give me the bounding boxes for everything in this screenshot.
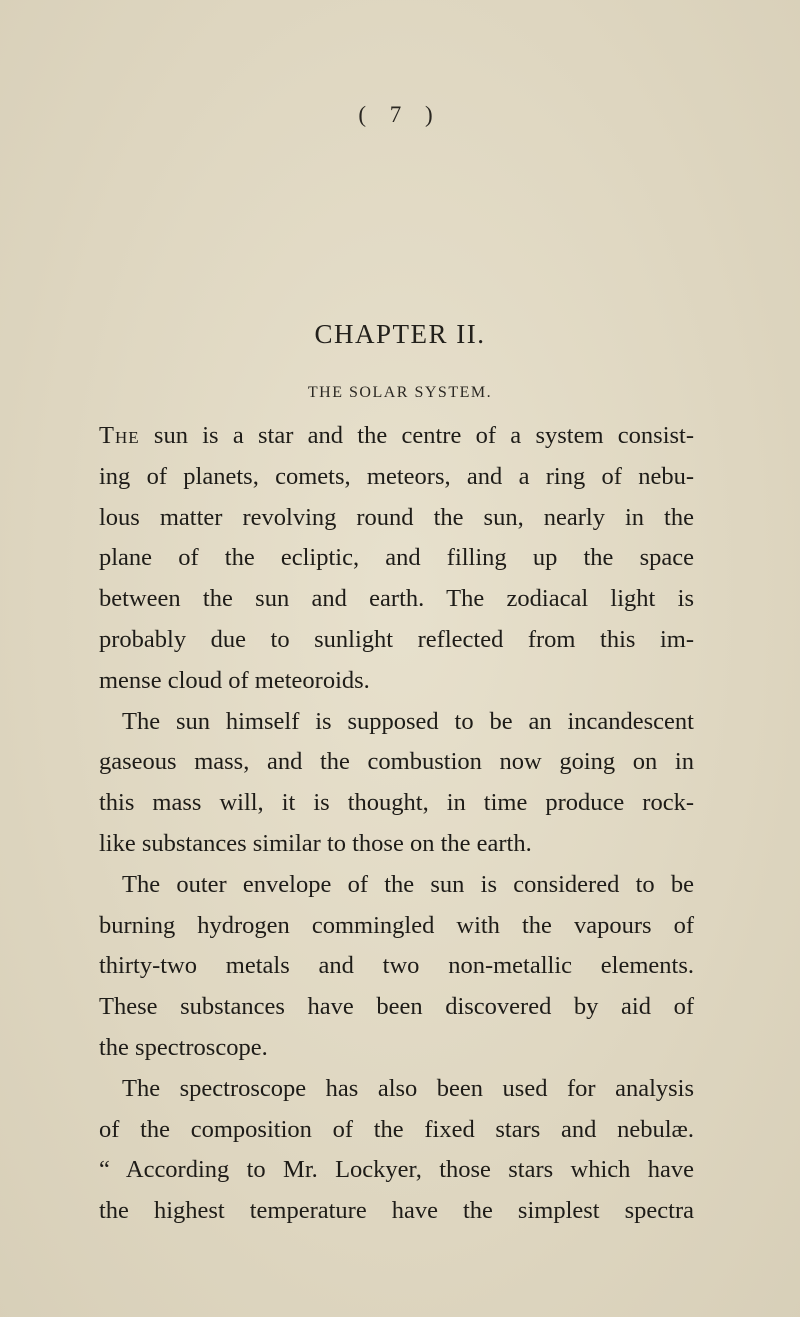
text-line: thirty-two metals and two non-metallic elements. (99, 952, 694, 980)
text-line: These substances have been discovered by aid of (99, 993, 694, 1021)
body-text (99, 416, 694, 1232)
text-line: like substances similar to those on the earth. (99, 829, 532, 857)
text-line-content: sun is a star and the centre of a system consist- (139, 422, 694, 449)
text-line: ing of planets, comets, meteors, and a ring of nebu- (99, 462, 694, 490)
text-line: lous matter revolving round the sun, nearly in the (99, 503, 694, 531)
text-line: probably due to sunlight reflected from this im- (99, 625, 694, 653)
text-line: The outer envelope of the sun is considered to be (122, 870, 694, 898)
text-line (99, 416, 694, 457)
text-line: “ According to Mr. Lockyer, those stars which have (99, 1156, 694, 1184)
text-line: this mass will, it is thought, in time produce rock- (99, 789, 694, 817)
chapter-title: CHAPTER II. (314, 319, 486, 349)
section-title: THE SOLAR SYSTEM. (307, 384, 493, 401)
text-line: mense cloud of meteoroids. (99, 666, 370, 694)
text-line: of the composition of the fixed stars and nebulæ. (99, 1115, 694, 1143)
text-line: The sun himself is supposed to be an incandescent (122, 707, 694, 735)
text-line: the spectroscope. (99, 1033, 268, 1061)
paragraph-lead-word: The (99, 422, 140, 449)
text-line: between the sun and earth. The zodiacal light is (99, 585, 694, 613)
text-line: plane of the ecliptic, and filling up the space (99, 544, 694, 572)
text-line: The spectroscope has also been used for analysis (122, 1074, 694, 1102)
page-number: ( 7 ) (358, 102, 442, 127)
text-line: gaseous mass, and the combustion now going on in (99, 748, 694, 776)
text-line: the highest temperature have the simplest spectra (99, 1197, 694, 1225)
text-line: burning hydrogen commingled with the vapours of (99, 911, 694, 939)
